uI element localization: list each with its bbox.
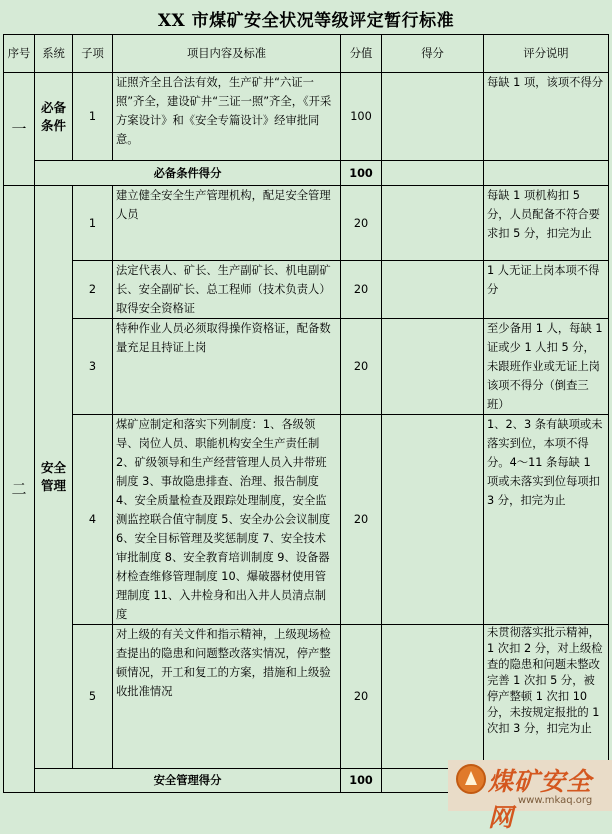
- subtotal-score: 100: [341, 161, 382, 186]
- row-got[interactable]: [382, 319, 484, 415]
- table-row: [4, 73, 609, 161]
- header-note: 评分说明: [484, 35, 609, 73]
- standards-table: [3, 34, 609, 793]
- page-title: XX 市煤矿安全状况等级评定暂行标准: [157, 11, 455, 31]
- header-sub: 子项: [73, 35, 113, 73]
- row-score: 20: [341, 319, 382, 415]
- table-row: [4, 415, 609, 625]
- row-score: 20: [341, 186, 382, 261]
- row-content: 煤矿应制定和落实下列制度：1、各级领导、岗位人员、职能机构安全生产责任制 2、矿级领导和生产经营管理人员入井带班制度 3、事故隐患排查、治理、报告制度 4、安全质量检查及跟踪处理制度，安全监测监控联合值守制度 5、安全办公会议制度 6、安全目标管理及奖惩制度 7、安全技术审批制度 8、安全教育培训制度 9、设备器材检查维修管理制度 10、爆破器材使用管理制度 11、入井检身和出入井人员清点制度: [113, 415, 341, 625]
- row-content: 建立健全安全生产管理机构，配足安全管理人员: [113, 186, 341, 261]
- subtotal-got[interactable]: [382, 161, 484, 186]
- row-score: 20: [341, 415, 382, 625]
- row-got[interactable]: [382, 415, 484, 625]
- row-score: 20: [341, 625, 382, 769]
- row-note: 1 人无证上岗本项不得分: [484, 261, 609, 319]
- header-row: [4, 35, 609, 73]
- section-system: 必备条件: [35, 73, 73, 161]
- row-got[interactable]: [382, 186, 484, 261]
- row-got[interactable]: [382, 625, 484, 769]
- row-note: 每缺 1 项机构扣 5 分，人员配备不符合要求扣 5 分，扣完为止: [484, 186, 609, 261]
- row-note: 每缺 1 项，该项不得分: [484, 73, 609, 161]
- row-score: 100: [341, 73, 382, 161]
- row-sub: 1: [73, 186, 113, 261]
- row-sub: 3: [73, 319, 113, 415]
- header-system: 系统: [35, 35, 73, 73]
- row-sub: 1: [73, 73, 113, 161]
- watermark-url: www.mkaq.org: [518, 795, 593, 806]
- subtotal-label: 必备条件得分: [35, 161, 341, 186]
- subtotal-row: [4, 161, 609, 186]
- row-content: 对上级的有关文件和指示精神，上级现场检查提出的隐患和问题整改落实情况，停产整顿情况，开工和复工的方案，措施和上级验收批准情况: [113, 625, 341, 769]
- header-score: 分值: [341, 35, 382, 73]
- subtotal-label: 安全管理得分: [35, 769, 341, 793]
- mine-logo-icon: [456, 764, 486, 794]
- header-seq: 序号: [4, 35, 35, 73]
- header-content: 项目内容及标准: [113, 35, 341, 73]
- row-content: 证照齐全且合法有效，生产矿井“六证一照”齐全，建设矿井“三证一照”齐全，《开采方案设计》和《安全专篇设计》经审批同意。: [113, 73, 341, 161]
- section-seq: 一: [4, 73, 35, 186]
- watermark-name: 煤矿安全网: [488, 767, 593, 832]
- subtotal-note: [484, 161, 609, 186]
- table-row: [4, 319, 609, 415]
- section-seq: 二: [4, 186, 35, 793]
- row-sub: 2: [73, 261, 113, 319]
- row-sub: 4: [73, 415, 113, 625]
- site-watermark: [448, 760, 612, 832]
- row-sub: 5: [73, 625, 113, 769]
- table-row: [4, 625, 609, 769]
- row-note-text: 未贯彻落实批示精神，1 次扣 2 分，对上级检查的隐患和问题未整改完善 1 次扣 5 分，被停产整顿 1 次扣 10 分，未按规定报批的 1 次扣 3 分，扣完为止: [487, 626, 603, 735]
- row-note: 至少备用 1 人，每缺 1 证或少 1 人扣 5 分，未跟班作业或无证上岗该项不得分（倒查三班）: [484, 319, 609, 415]
- row-score: 20: [341, 261, 382, 319]
- row-content: 法定代表人、矿长、生产副矿长、机电副矿长、安全副矿长、总工程师（技术负责人）取得安全资格证: [113, 261, 341, 319]
- row-content: 特种作业人员必须取得操作资格证，配备数量充足且持证上岗: [113, 319, 341, 415]
- subtotal-score: 100: [341, 769, 382, 793]
- row-got[interactable]: [382, 261, 484, 319]
- section-system: 安全管理: [35, 186, 73, 769]
- row-note: 1、2、3 条有缺项或未落实到位，本项不得分。4～11 条每缺 1 项或未落实到位每项扣 3 分，扣完为止: [484, 415, 609, 625]
- row-note: [484, 625, 609, 769]
- row-got[interactable]: [382, 73, 484, 161]
- table-row: [4, 186, 609, 261]
- header-got: 得分: [382, 35, 484, 73]
- table-row: [4, 261, 609, 319]
